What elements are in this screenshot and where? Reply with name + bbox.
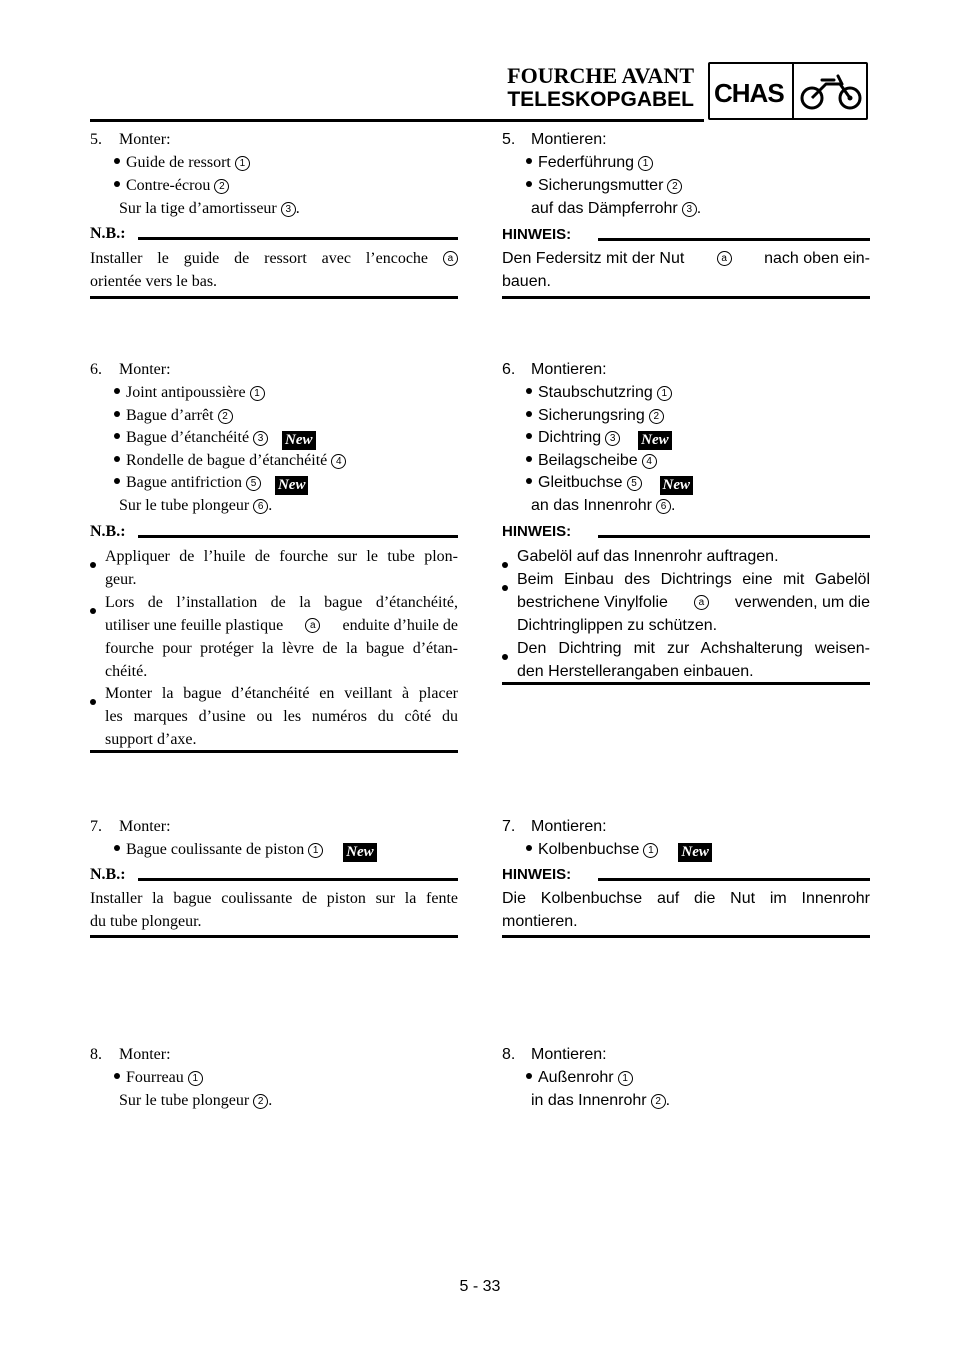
note-bullet: Den Dichtring mit zur Achshalterung weisen- den Herstellerangaben einbauen.	[502, 637, 870, 683]
page-number: 5 - 33	[459, 1278, 501, 1295]
step-number: 6.	[502, 361, 516, 378]
list-item: Gleitbuchse 5 New	[526, 474, 693, 495]
section-code: CHAS	[714, 78, 784, 108]
note-end-rule	[90, 935, 458, 938]
step-verb: Montieren:	[531, 131, 607, 148]
note-end-rule	[90, 296, 458, 299]
list-item: Sicherungsmutter 2	[526, 177, 682, 195]
step-verb: Montieren:	[531, 818, 607, 835]
callout-1: 1	[618, 1071, 633, 1086]
new-badge: New	[660, 476, 694, 495]
note-header: HINWEIS:	[502, 226, 870, 243]
callout-2: 2	[253, 1094, 268, 1109]
callout-1: 1	[657, 386, 672, 401]
step-verb: Montieren:	[531, 361, 607, 378]
note-text: Installer la bague coulissante de piston sur la fente du tube plongeur.	[90, 890, 458, 930]
callout-2: 2	[214, 179, 229, 194]
step-number: 6.	[90, 361, 102, 378]
header-title-fr: FOURCHE AVANT	[507, 63, 694, 88]
callout-3: 3	[281, 202, 296, 217]
list-item: Bague d’arrêt 2	[114, 407, 233, 425]
callout-4: 4	[331, 454, 346, 469]
callout-1: 1	[308, 843, 323, 858]
callout-a: a	[694, 595, 709, 610]
callout-2: 2	[667, 179, 682, 194]
motorcycle-icon	[798, 70, 864, 112]
callout-1: 1	[250, 386, 265, 401]
callout-1: 1	[235, 156, 250, 171]
step-verb: Monter:	[119, 1046, 171, 1063]
list-item: Kolbenbuchse 1 New	[526, 841, 712, 862]
note-text: Die Kolbenbuchse auf die Nut im Innenrohr montieren.	[502, 890, 870, 930]
note-header: N.B.:	[90, 523, 458, 541]
step-target: in das Innenrohr 2 .	[531, 1092, 671, 1109]
list-item: Bague d’étanchéité 3 New	[114, 429, 316, 450]
note-bullet: Appliquer de l’huile de fourche sur le tube plon- geur.	[90, 545, 458, 591]
callout-5: 5	[246, 476, 261, 491]
list-item: Rondelle de bague d’étanchéité 4	[114, 452, 346, 470]
list-item: Fourreau 1	[114, 1069, 203, 1087]
new-badge: New	[638, 431, 672, 450]
new-badge: New	[678, 843, 712, 862]
note-text	[90, 247, 458, 293]
callout-3: 3	[605, 431, 620, 446]
callout-4: 4	[642, 454, 657, 469]
step-target: Sur la tige d’amortisseur 3 .	[119, 200, 300, 217]
note-bullet: Beim Einbau des Dichtrings eine mit Gabelöl bestrichene Vinylfolie a verwenden, um die Dichtringlippen zu schützen.	[502, 568, 870, 637]
step-verb: Montieren:	[531, 1046, 607, 1063]
note-bullet: Monter la bague d’étanchéité en veillant à placer les marques d’usine ou les numéros du côté du support d’axe.	[90, 682, 458, 751]
callout-2: 2	[651, 1094, 666, 1109]
step-target: auf das Dämpferrohr 3 .	[531, 200, 702, 217]
note-line: orientée vers le bas.	[90, 273, 218, 290]
callout-3: 3	[682, 202, 697, 217]
list-item: Contre-écrou 2	[114, 177, 229, 195]
list-item: Außenrohr 1	[526, 1069, 633, 1087]
note-header: N.B.:	[90, 866, 458, 884]
callout-6: 6	[656, 499, 671, 514]
new-badge: New	[343, 843, 377, 862]
callout-1: 1	[643, 843, 658, 858]
callout-3: 3	[253, 431, 268, 446]
step-verb: Monter:	[119, 131, 171, 148]
new-badge: New	[275, 476, 309, 495]
step-verb: Monter:	[119, 361, 171, 378]
step-number: 7.	[502, 818, 516, 835]
note-header: HINWEIS:	[502, 866, 870, 883]
section-tab	[708, 62, 868, 120]
callout-a: a	[443, 251, 458, 266]
note-end-rule	[502, 682, 870, 685]
callout-1: 1	[188, 1071, 203, 1086]
step-target: Sur le tube plongeur 2 .	[119, 1092, 273, 1109]
step-number: 5.	[502, 131, 516, 148]
callout-2: 2	[218, 409, 233, 424]
note-bullet: Lors de l’installation de la bague d’étanchéité, utiliser une feuille plastique a enduite d’huile de fourche pour protéger la lèvre de la bague d’étan- chéité.	[90, 591, 458, 683]
note-end-rule	[502, 935, 870, 938]
note-text: Den Federsitz mit der Nut a nach oben ein- bauen.	[502, 250, 870, 290]
callout-5: 5	[627, 476, 642, 491]
list-item: Guide de ressort 1	[114, 154, 250, 172]
callout-a: a	[305, 618, 320, 633]
step-verb: Monter:	[119, 818, 171, 835]
step-number: 5.	[90, 131, 102, 148]
list-item: Federführung 1	[526, 154, 653, 172]
callout-a: a	[717, 251, 732, 266]
note-header: N.B.:	[90, 225, 458, 243]
callout-6: 6	[253, 499, 268, 514]
note-line: Installer le guide de ressort avec l’encoche a	[90, 247, 458, 270]
list-item: Beilagscheibe 4	[526, 452, 657, 470]
note-bullet: Gabelöl auf das Innenrohr auftragen.	[502, 545, 870, 568]
list-item: Bague antifriction 5 New	[114, 474, 308, 495]
list-item: Bague coulissante de piston 1 New	[114, 841, 377, 862]
list-item: Sicherungsring 2	[526, 407, 664, 425]
new-badge: New	[282, 431, 316, 450]
list-item: Joint antipoussière 1	[114, 384, 265, 402]
callout-2: 2	[649, 409, 664, 424]
note-end-rule	[90, 750, 458, 753]
step-number: 7.	[90, 818, 102, 835]
list-item: Dichtring 3 New	[526, 429, 672, 450]
note-header: HINWEIS:	[502, 523, 870, 540]
tab-divider	[792, 64, 794, 118]
step-target: an das Innenrohr 6 .	[531, 497, 676, 514]
step-target: Sur le tube plongeur 6 .	[119, 497, 273, 514]
list-item: Staubschutzring 1	[526, 384, 672, 402]
header-rule	[90, 119, 704, 122]
header-title-de: TELESKOPGABEL	[507, 88, 694, 111]
step-number: 8.	[90, 1046, 102, 1063]
note-end-rule	[502, 296, 870, 299]
step-number: 8.	[502, 1046, 516, 1063]
callout-1: 1	[638, 156, 653, 171]
